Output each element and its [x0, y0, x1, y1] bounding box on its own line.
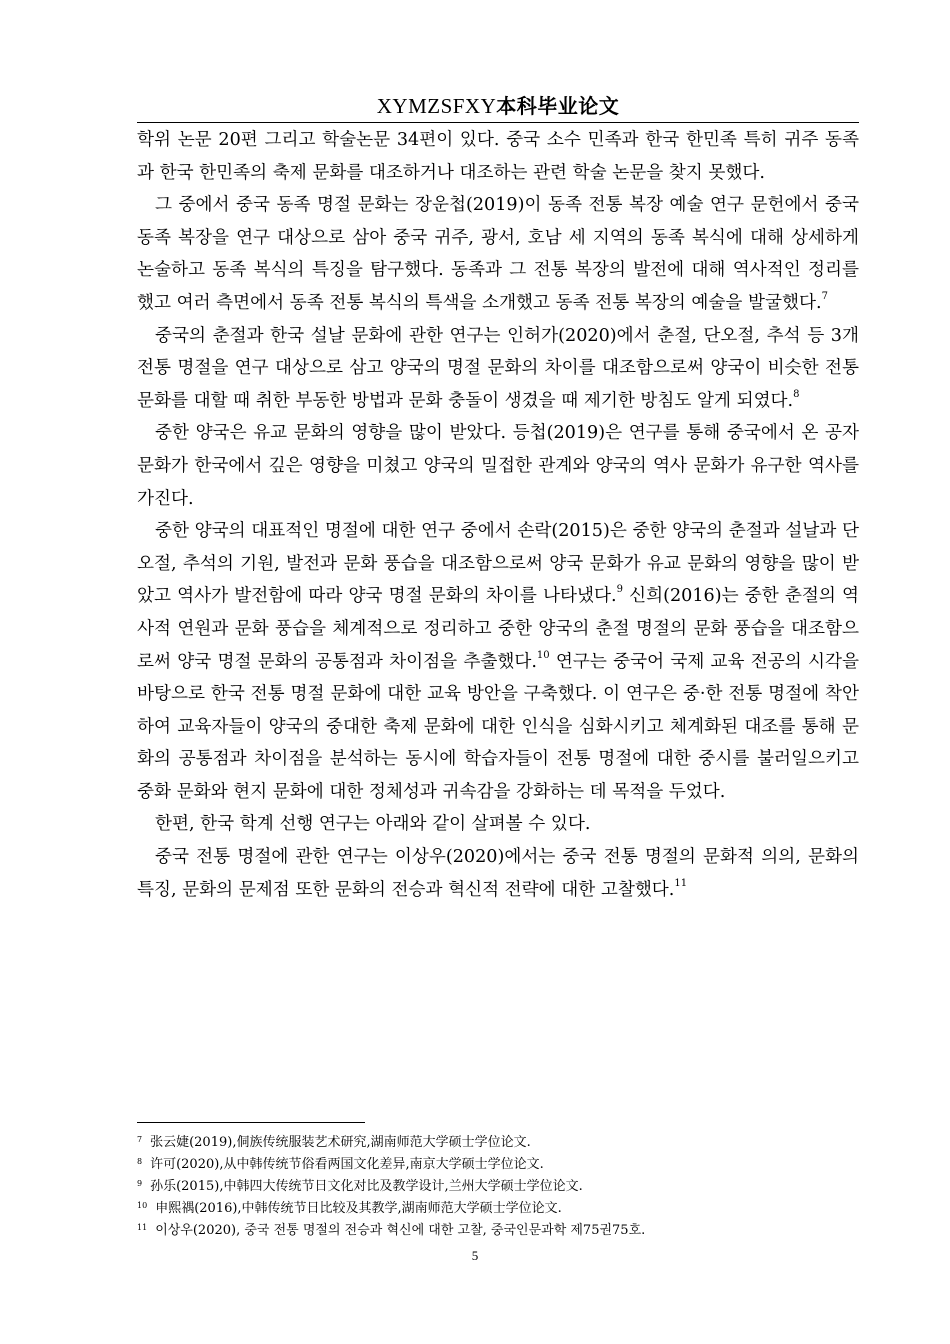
paragraph-text: 중국 전통 명절에 관한 연구는 이상우(2020)에서는 중국 전통 명절의 문화적 의의, 문화의 특징, 문화의 문제점 또한 문화의 전승과 혁신적 전략에 대한 고찰했다.: [137, 847, 859, 900]
header-chinese: 本科毕业论文: [496, 94, 620, 118]
paragraph-text: 중국의 춘절과 한국 설날 문화에 관한 연구는 인허가(2020)에서 춘절, 단오절, 추석 등 3개 전통 명절을 연구 대상으로 삼고 양국의 명절 문화의 차이를 대조함으로써 양국이 비슷한 전통 문화를 대할 때 취한 부동한 방법과 문화 충돌이 생겼을 때 제기한 방침도 알게 되였다.: [137, 325, 859, 411]
footnotes: [137, 1130, 859, 1240]
footnote-reference[interactable]: 9: [616, 584, 623, 596]
paragraph-text: 학위 논문 20편 그리고 학술논문 34편이 있다. 중국 소수 민족과 한국 한민족 특히 귀주 동족과 한국 한민족의 축제 문화를 대조하거나 대조하는 관련 학술 논문을 찾지 못했다.: [137, 130, 859, 183]
footnote-number: 11: [137, 1223, 148, 1232]
footnote-number: 7: [137, 1135, 143, 1144]
body-text: [137, 124, 859, 906]
footnote: [137, 1174, 859, 1196]
footnote: [137, 1218, 859, 1240]
paragraph: [137, 320, 859, 418]
footnote-text: 张云婕(2019),侗族传统服装艺术研究,湖南师范大学硕士学位论文.: [150, 1135, 531, 1150]
footnote: [137, 1196, 859, 1218]
footnote-rule: [137, 1122, 365, 1123]
footnote-reference[interactable]: 11: [674, 877, 688, 889]
paragraph: [137, 124, 859, 189]
paragraph-text: 그 중에서 중국 동족 명절 문화는 장운첩(2019)이 동족 전통 복장 예술 연구 문헌에서 중국 동족 복장을 연구 대상으로 삼아 중국 귀주, 광서, 호남 세 지역의 동족 복식에 대해 상세하게 논술하고 동족 복식의 특징을 탐구했다. 동족과 그 전통 복장의 발전에 대해 역사적인 정리를 했고 여러 측면에서 동족 전통 복식의 특색을 소개했고 동족 전통 복장의 예술을 발굴했다.: [137, 195, 859, 313]
header-latin: XYMZSFXY: [376, 94, 497, 118]
footnote: [137, 1130, 859, 1152]
paragraph: [137, 808, 859, 841]
page-number: 5: [471, 1248, 479, 1263]
paragraph: [137, 515, 859, 808]
footnote-number: 9: [137, 1179, 143, 1188]
footnote-text: 이상우(2020), 중국 전통 명절의 전승과 혁신에 대한 고찰, 중국인문과학 제75권75호.: [155, 1223, 646, 1238]
footnote-number: 10: [137, 1201, 148, 1210]
paragraph-text: 신희(2016)는 중한 춘절의 역사적 연원과 문화 풍습을 체계적으로 정리하고 중한 양국의 춘절 명절의 문화 풍습을 대조함으로써 양국 명절 문화의 공통점과 차이점을 추출했다.: [137, 586, 859, 672]
paragraph-text: 중한 양국의 대표적인 명절에 대한 연구 중에서 손락(2015)은 중한 양국의 춘절과 설날과 단오절, 추석의 기원, 발전과 문화 풍습을 대조함으로써 양국 문화가 유교 문화의 영향을 많이 받았고 역사가 발전함에 따라 양국 명절 문화의 차이를 나타냈다.: [137, 521, 859, 607]
footnote: [137, 1152, 859, 1174]
footnote-reference[interactable]: 10: [536, 649, 550, 661]
footnote-text: 孙乐(2015),中韩四大传统节日文化对比及教学设计,兰州大学硕士学位论文.: [150, 1179, 583, 1194]
footnote-number: 8: [137, 1157, 143, 1166]
footnote-text: 申熙禑(2016),中韩传统节日比较及其教学,湖南师范大学硕士学位论文.: [155, 1201, 562, 1216]
footnote-text: 许可(2020),从中韩传统节俗看两国文化差异,南京大学硕士学位论文.: [150, 1157, 544, 1172]
paragraph: [137, 189, 859, 319]
paragraph: [137, 841, 859, 906]
paragraph: [137, 417, 859, 515]
running-header: [137, 92, 859, 120]
footnote-reference[interactable]: 7: [821, 290, 828, 302]
footnote-reference[interactable]: 8: [793, 388, 800, 400]
paragraph-text: 한편, 한국 학계 선행 연구는 아래와 같이 살펴볼 수 있다.: [155, 814, 591, 835]
paragraph-text: 연구는 중국어 국제 교육 전공의 시각을 바탕으로 한국 전통 명절 문화에 대한 교육 방안을 구축했다. 이 연구은 중·한 전통 명절에 착안하여 교육자들이 양국의 중대한 축제 문화에 대한 인식을 심화시키고 체계화된 대조를 통해 문화의 공통점과 차이점을 분석하는 동시에 학습자들이 전통 명절에 대한 중시를 불러일으키고 중화 문화와 현지 문화에 대한 정체성과 귀속감을 강화하는 데 목적을 두었다.: [137, 651, 859, 802]
paragraph-text: 중한 양국은 유교 문화의 영향을 많이 받았다. 등첩(2019)은 연구를 통해 중국에서 온 공자 문화가 한국에서 깊은 영향을 미쳤고 양국의 밀접한 관계와 양국의 역사 문화가 유구한 역사를 가진다.: [137, 423, 859, 509]
header-rule: [137, 122, 859, 123]
